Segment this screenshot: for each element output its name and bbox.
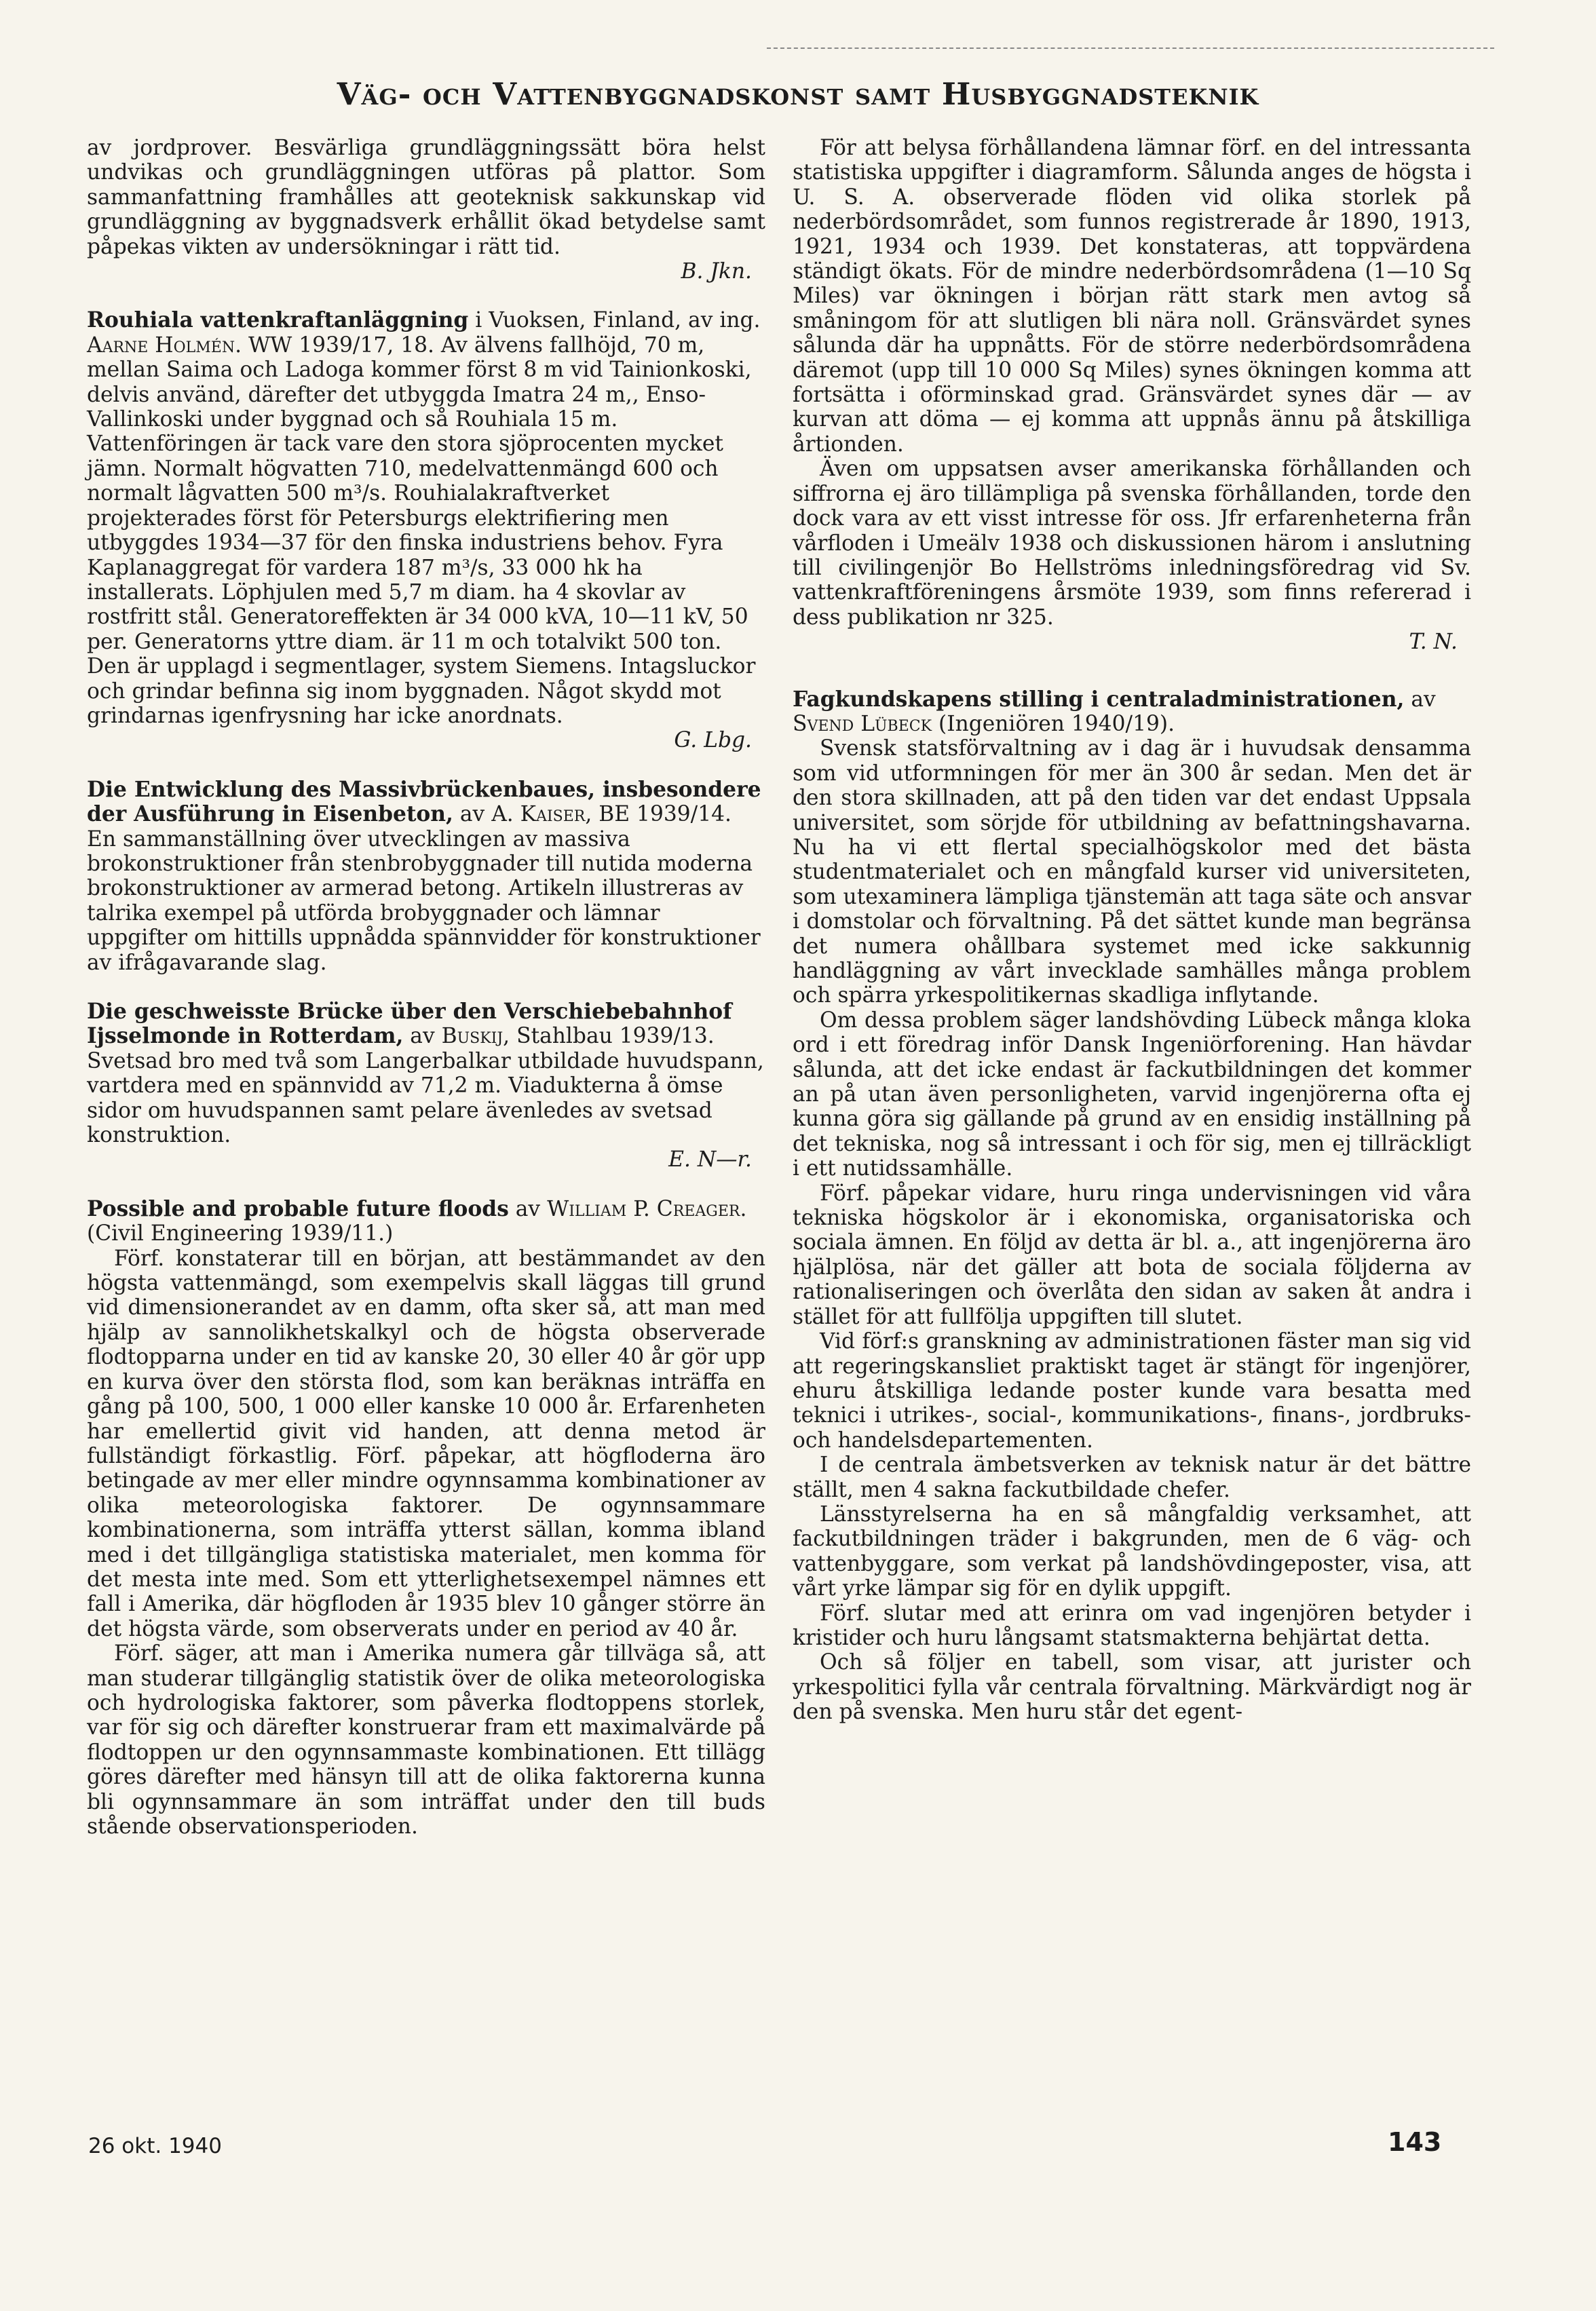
signature: T. N. <box>1409 630 1458 655</box>
article-paragraph: Förf. slutar med att erinra om vad ingenjören betyder i kristider och huru långsamt statsmakterna behjärtat detta. <box>793 1601 1471 1650</box>
article-paragraph: Även om uppsatsen avser amerikanska förhållanden och siffrorna ej äro tillämpliga på svenska förhållanden, torde den dock vara av ett visst intresse för oss. Jfr erfarenheterna från vårfloden i Umeälv 1938 och diskussionen härom i anslutning till civilingenjör Bo Hellströms inledningsföredrag vid Sv. vattenkraftföreningens årsmöte 1939, som finns refererad i dess publikation nr 325. <box>793 457 1471 630</box>
article-author: William P. Creager <box>547 1196 740 1221</box>
article-massivbrucken <box>87 778 765 975</box>
article-paragraph: Förf. säger, att man i Amerika numera går tillväga så, att man studerar tillgänglig statistik över de olika meteorologiska och hydrologiska faktorer, som påverka flodtoppens storlek, var för sig och därefter konstruerar fram ett maximalvärde på flodtoppen ur den ogynnsammaste kombinationen. Ett tillägg göres därefter med hänsyn till att de olika faktorerna kunna bli ogynnsammare än som inträffat under den till buds stående observationsperioden. <box>87 1641 765 1839</box>
article-lead: av <box>403 1024 442 1049</box>
article-body: En sammanställning över utvecklingen av massiva brokonstruktioner från stenbrobyggnader till nutida moderna brokonstruktioner av armerad betong. Artikeln illustreras av talrika exempel på utförda brobyggnader och lämnar uppgifter om hittills uppnådda spännvidder för konstruktioner av ifrågavarande slag. <box>87 826 761 975</box>
article-author: Buskij <box>441 1024 504 1049</box>
article-body: Av älvens fallhöjd, 70 m, mellan Saima och Ladoga kommer först 8 m vid Tainionkoski, delvis använd, därefter det utbyggda Imatra 24 m,, Enso-Vallinkoski under byggnad och så Rouhiala 15 m. Vattenföringen är tack vare den stora sjöprocenten mycket jämn. Normalt högvatten 710, medelvattenmängd 600 och normalt lågvatten 500 m³/s. Rouhialakraftverket projekterades först för Petersburgs elektrifiering men utbyggdes 1934—37 för den finska industriens behov. Fyra Kaplanaggregat för vardera 187 m³/s, 33 000 hk ha installerats. Löphjulen med 5,7 m diam. ha 4 skovlar av rostfritt stål. Generatoreffekten är 34 000 kVA, 10—11 kV, 50 per. Generatorns yttre diam. är 11 m och totalvikt 500 ton. Den är upplagd i segmentlager, system Siemens. Intagsluckor och grindar befinna sig inom byggnaden. Något skydd mot grindarnas igenfrysning har icke anordnats. <box>87 332 756 728</box>
article-ref: , BE 1939/14. <box>585 802 732 827</box>
article-title: Die geschweisste Brücke über den Verschiebebahnhof Ijsselmonde in Rotterdam, <box>87 999 732 1049</box>
article-lead: av <box>508 1196 548 1221</box>
page-header: Väg- och Vattenbyggnadskonst samt Husbyggnadsteknik <box>337 76 1259 112</box>
article-floods-continued <box>793 136 1471 655</box>
article-paragraph: Länsstyrelserna ha en så mångfaldig verksamhet, att fackutbildningen träder i bakgrunden, men de 6 väg- och vattenbyggare, som verkat på landshövdingeposter, visa, att vårt yrke lämpar sig för en dylik uppgift. <box>793 1502 1471 1601</box>
header-rule <box>767 47 1494 49</box>
article-rouhiala <box>87 308 765 752</box>
article-paragraph: Vid förf:s granskning av administrationen fäster man sig vid att regeringskansliet praktiskt taget är stängt för ingenjörer, ehuru åtskilliga ledande poster kunde vara besatta med teknici i utrikes-, social-, kommunikations-, finans-, jordbruks- och handelsdepartementen. <box>793 1329 1471 1453</box>
article-text: av jordprover. Besvärliga grundläggningssätt böra helst undvikas och grundläggningen utföras på plattor. Som sammanfattning framhålles att geoteknisk sakkunskap vid grundläggning av byggnadsverk erhållit ökad betydelse samt påpekas vikten av undersökningar i rätt tid. <box>87 136 765 259</box>
article-title: Rouhiala vattenkraftanläggning <box>87 308 469 333</box>
article-geschweisste-brucke <box>87 999 765 1172</box>
article-floods <box>87 1197 765 1839</box>
article-paragraph: Svensk statsförvaltning av i dag är i huvudsak densamma som vid utformningen för mer än 300 år sedan. Men det är den stora skillnaden, att på den tiden var det endast Uppsala universitet, som sörjde för utbildning av befattningshavarna. Nu ha vi ett flertal specialhögskolor med det bästa studentmaterialet och en mångfald kurser vid universiteten, som utexaminera lämpliga tjänstemän att taga säte och ansvar i domstolar och förvaltning. På det sättet kunde man begränsa det numera ohållbara systemet med icke sakkunnig handläggning av vårt invecklade samhälles många problem och spärra yrkespolitikernas skadliga inflytande. <box>793 736 1471 1008</box>
signature: B. Jkn. <box>681 259 752 284</box>
article-intro <box>87 136 765 284</box>
article-paragraph: Om dessa problem säger landshövding Lübeck många kloka ord i ett föredrag inför Dansk Ingeniörforening. Han hävdar sålunda, att det icke endast är fackutbildningen det kommer an på utan även personligheten, varvid ingenjörerna ofta ej kunna göra sig gällande på grund av en ensidig inställning på det tekniska, nog så intressant i och för sig, men ej tillräckligt i ett nutidssamhälle. <box>793 1008 1471 1181</box>
article-ref: , Stahlbau 1939/13. <box>503 1024 715 1049</box>
article-title: Possible and probable future floods <box>87 1196 509 1221</box>
article-paragraph: Och så följer en tabell, som visar, att jurister och yrkespolitici fylla vår centrala förvaltning. Märkvärdigt nog är den på svenska. Men huru står det egent- <box>793 1650 1471 1725</box>
signature: G. Lbg. <box>674 728 752 753</box>
article-author: Svend Lübeck <box>793 711 932 736</box>
article-body: Svetsad bro med två som Langerbalkar utbildade huvudspann, vartdera med en spännvidd av 71,2 m. Viadukterna å ömse sidor om huvudspannen samt pelare ävenledes av svetsad konstruktion. <box>87 1048 764 1148</box>
article-author: A. Kaiser <box>491 802 586 827</box>
article-ref: . (Civil Engineering 1939/11.) <box>87 1196 747 1246</box>
issue-date: 26 okt. 1940 <box>88 2134 222 2158</box>
page-number: 143 <box>1388 2127 1442 2157</box>
article-title: Fagkundskapens stilling i centraladministrationen, <box>793 687 1405 712</box>
article-lead: i Vuoksen, Finland, av ing. <box>468 308 761 333</box>
article-fagkundskapens <box>793 687 1471 1725</box>
article-ref: (Ingeniören 1940/19). <box>932 711 1175 736</box>
signature: E. N—r. <box>668 1147 752 1172</box>
article-lead: av <box>453 802 492 827</box>
article-paragraph: I de centrala ämbetsverken av teknisk natur är det bättre ställt, men 4 sakna fackutbildade chefer. <box>793 1453 1471 1502</box>
article-lead: av <box>1404 687 1436 712</box>
article-paragraph: För att belysa förhållandena lämnar förf. en del intressanta statistiska uppgifter i diagramform. Sålunda anges de högsta i U. S. A. observerade flöden vid olika storlek på nederbördsområdet, som funnos registrerade år 1890, 1913, 1921, 1934 och 1939. Det konstateras, att toppvärdena ständigt ökats. För de mindre nederbördsområdena (1—10 Sq Miles) var ökningen i början rätt stark men avtog så småningom för att slutligen bli nära noll. Gränsvärdet synes sålunda där ha uppnåtts. För de större nederbördsområdena däremot (upp till 10 000 Sq Miles) synes ökningen komma att fortsätta i oförminskad grad. Gränsvärdet synes där — av kurvan att döma — ej komma att uppnås ännu på åtskilliga årtionden. <box>793 136 1471 457</box>
article-ref: . WW 1939/17, 18. <box>235 332 441 358</box>
article-paragraph: Förf. konstaterar till en början, att bestämmandet av den högsta vattenmängd, som exempelvis skall läggas till grund vid dimensionerandet av en damm, ofta sker så, att man med hjälp av sannolikhetskalkyl och de högsta observerade flodtopparna under en tid av kanske 20, 30 eller 40 år gör upp en kurva över den största flod, som kan beräknas inträffa en gång på 100, 500, 1 000 eller kanske 10 000 år. Erfarenheten har emellertid givit vid handen, att denna metod är fullständigt förkastlig. Förf. påpekar, att högfloderna äro betingade av mer eller mindre ogynnsamma kombinationer av olika meteorologiska faktorer. De ogynnsammare kombinationerna, som inträffa ytterst sällan, komma ibland med i det tillgängliga statistiska materialet, men komma för det mesta inte med. Som ett ytterlighetsexempel nämnes ett fall i Amerika, där högfloden år 1935 blev 10 gånger större än det högsta värde, som observerats under en period av 40 år. <box>87 1246 765 1641</box>
article-author: Aarne Holmén <box>87 332 235 358</box>
right-column <box>793 136 1471 1725</box>
article-paragraph: Förf. påpekar vidare, huru ringa undervisningen vid våra tekniska högskolor är i ekonomiska, organisatoriska och sociala ämnen. En följd av detta är bl. a., att ingenjörerna äro hjälplösa, när det gäller att bota de sociala följderna av rationaliseringen och överlåta den sidan av saken åt andra i stället för att fullfölja uppgiften till slutet. <box>793 1181 1471 1329</box>
article-title: Die Entwicklung des Massivbrückenbaues, insbesondere der Ausführung in Eisenbeton, <box>87 777 761 827</box>
left-column <box>87 136 765 1839</box>
